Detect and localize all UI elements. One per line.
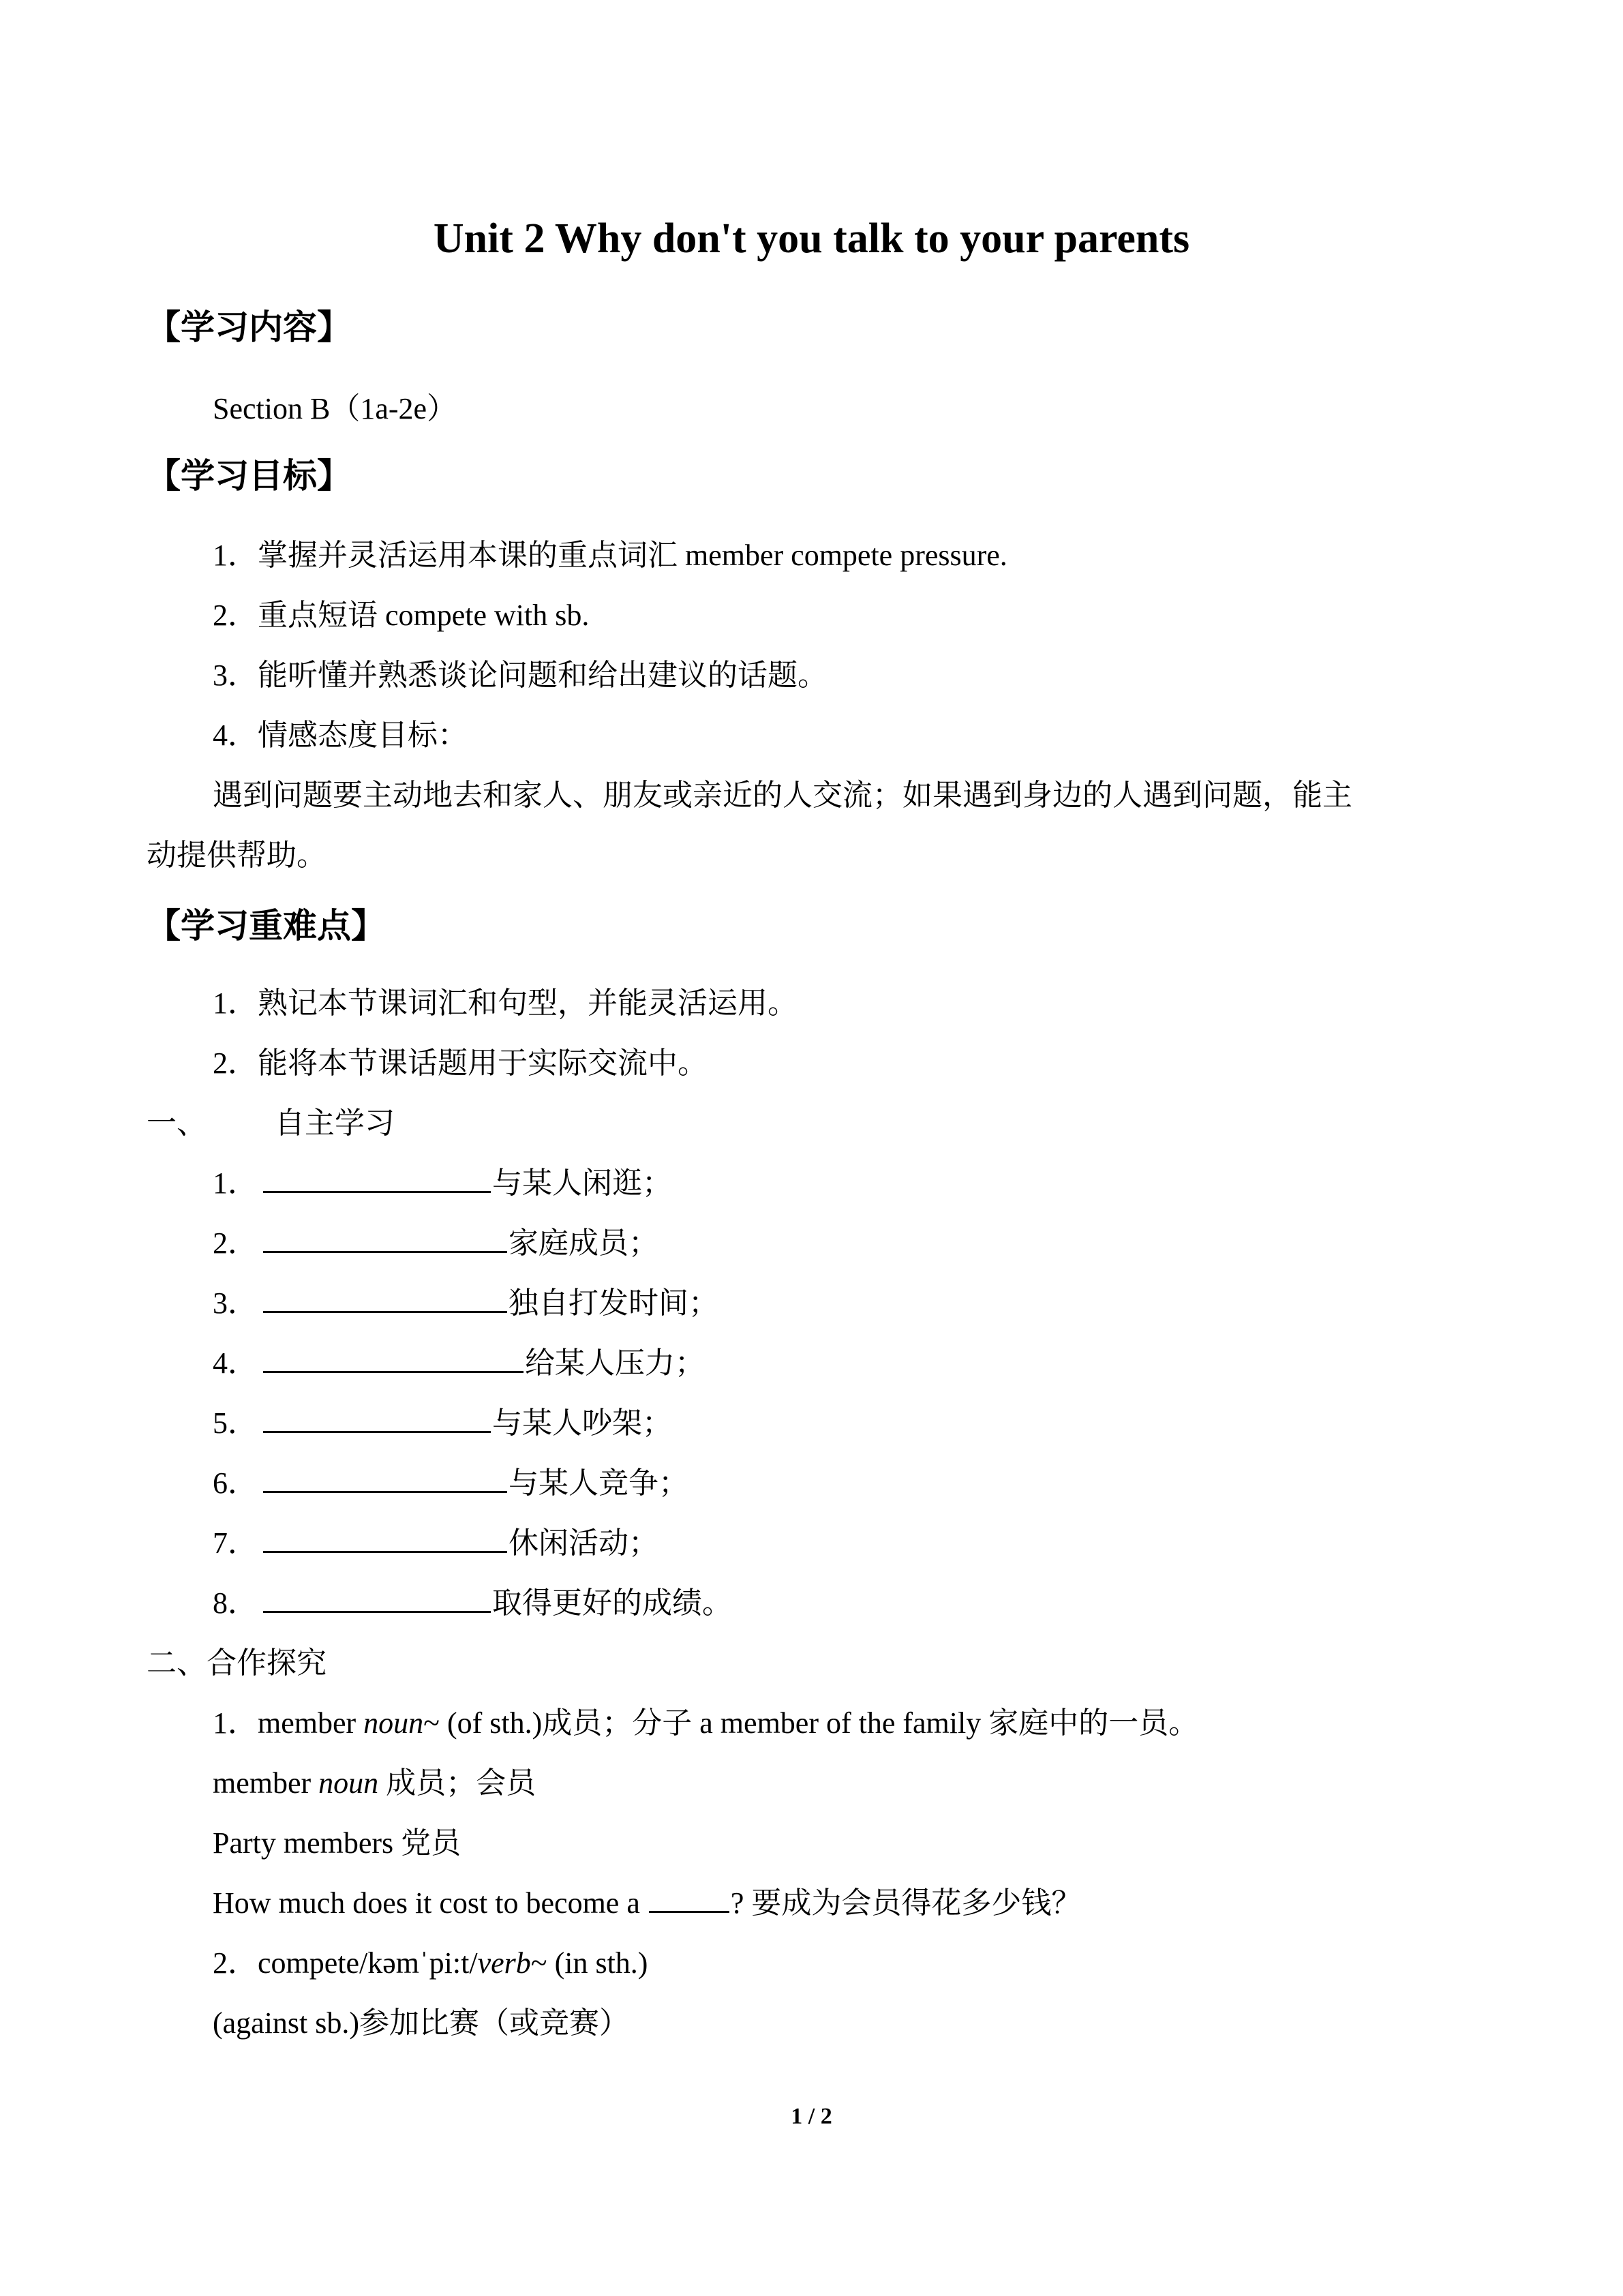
answer-blank[interactable] [263, 1524, 507, 1553]
page-number: 1 / 2 [791, 2104, 832, 2129]
blank-item: 5． 与某人吵架； [213, 1403, 672, 1444]
answer-blank[interactable] [263, 1344, 524, 1373]
answer-blank[interactable] [263, 1584, 491, 1613]
key-point-item: 1．熟记本节课词汇和句型，并能灵活运用。 [213, 986, 798, 1020]
self-study-label: 一、 [147, 1106, 207, 1140]
answer-blank[interactable] [263, 1464, 507, 1493]
coop-line-against: (against sb.)参加比赛（或竞赛） [213, 2006, 630, 2040]
heading-content: 【学习内容】 [147, 307, 351, 347]
content-text: Section B（1a-2e） [213, 392, 457, 425]
blank-item: 1． 与某人闲逛； [213, 1163, 672, 1204]
blank-item: 6． 与某人竞争； [213, 1463, 688, 1504]
answer-blank[interactable] [263, 1164, 491, 1193]
heading-goals: 【学习目标】 [147, 456, 351, 496]
answer-blank[interactable] [649, 1884, 729, 1913]
blank-item: 2． 家庭成员； [213, 1223, 658, 1264]
coop-line-party: Party members 党员 [213, 1826, 461, 1860]
answer-blank[interactable] [263, 1284, 507, 1313]
coop-line-compete: 2．compete/kəmˈpi:t/verb~ (in sth.) [213, 1946, 648, 1980]
heading-key-points: 【学习重难点】 [147, 906, 385, 946]
goal-paragraph-line1: 遇到问题要主动地去和家人、朋友或亲近的人交流；如果遇到身边的人遇到问题，能主 [213, 779, 1352, 812]
coop-line-member-def: 1．member noun~ (of sth.)成员；分子 a member of the family 家庭中的一员。 [213, 1706, 1199, 1740]
goal-paragraph-line2: 动提供帮助。 [147, 839, 327, 872]
answer-blank[interactable] [263, 1404, 491, 1433]
goal-item: 1．掌握并灵活运用本课的重点词汇 member compete pressure. [213, 539, 1007, 572]
blank-item: 8． 取得更好的成绩。 [213, 1583, 732, 1624]
goal-item: 4．情感态度目标： [213, 719, 468, 752]
self-study-title: 自主学习 [275, 1106, 395, 1140]
coop-heading: 二、合作探究 [147, 1646, 327, 1680]
coop-line-question: How much does it cost to become a ? 要成为会员得花多少钱？ [213, 1883, 1081, 1924]
coop-line-member-noun: member noun 成员；会员 [213, 1766, 536, 1800]
answer-blank[interactable] [263, 1224, 507, 1253]
blank-item: 4． 给某人压力； [213, 1343, 705, 1384]
key-point-item: 2．能将本节课话题用于实际交流中。 [213, 1046, 708, 1080]
page-title: Unit 2 Why don't you talk to your parents [433, 215, 1190, 262]
blank-item: 3． 独自打发时间； [213, 1283, 718, 1324]
self-study-heading [147, 1103, 395, 1144]
goal-item: 2．重点短语 compete with sb. [213, 599, 590, 632]
blank-item: 7． 休闲活动； [213, 1523, 658, 1564]
goal-item: 3．能听懂并熟悉谈论问题和给出建议的话题。 [213, 659, 828, 692]
